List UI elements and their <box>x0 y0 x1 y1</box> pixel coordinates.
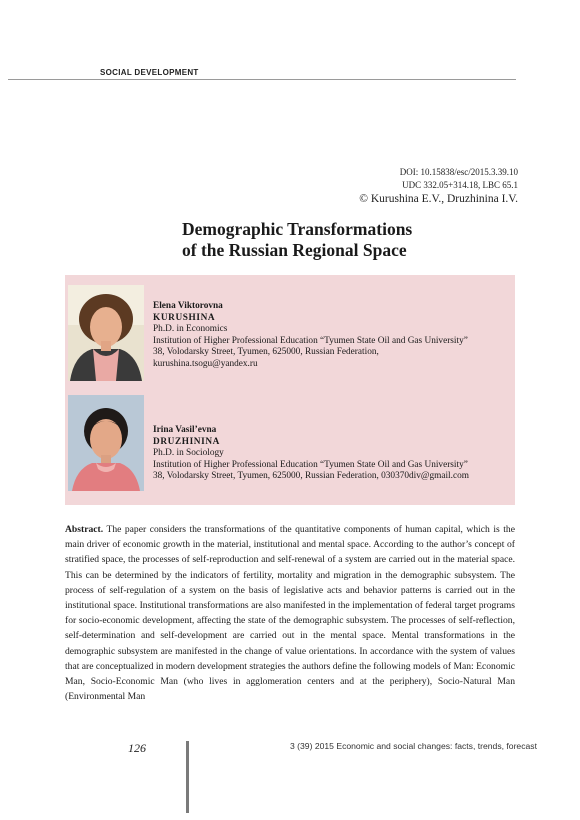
author-email: kurushina.tsogu@yandex.ru <box>153 358 258 369</box>
header-rule <box>8 79 516 80</box>
author-photo-kurushina <box>68 285 144 381</box>
author-surname: DRUZHININA <box>153 436 220 447</box>
author-institution: Institution of Higher Professional Education “Tyumen State Oil and Gas University” <box>153 335 468 346</box>
author-address: 38, Volodarsky Street, Tyumen, 625000, Russian Federation, 030370div@gmail.com <box>153 471 469 482</box>
author-druzhinina <box>153 425 509 483</box>
copyright: © Kurushina E.V., Druzhinina I.V. <box>359 193 518 205</box>
author-kurushina <box>153 301 509 371</box>
author-degree: Ph.D. in Economics <box>153 324 228 335</box>
author-address: 38, Volodarsky Street, Tyumen, 625000, Russian Federation, <box>153 347 379 358</box>
author-photo-druzhinina <box>68 395 144 491</box>
page-number: 126 <box>128 741 146 755</box>
section-label: SOCIAL DEVELOPMENT <box>100 68 199 77</box>
authors-box <box>65 275 515 505</box>
author-first-name: Irina Vasil’evna <box>153 425 217 435</box>
abstract <box>65 522 515 704</box>
author-surname: KURUSHINA <box>153 312 216 323</box>
abstract-label: Abstract. <box>65 524 104 535</box>
author-first-name: Elena Viktorovna <box>153 301 223 311</box>
article-title-line-2: of the Russian Regional Space <box>182 240 407 260</box>
article-title <box>182 219 512 261</box>
udc-code: UDC 332.05+314.18, LBC 65.1 <box>402 180 518 190</box>
article-title-line-1: Demographic Transformations <box>182 219 413 239</box>
abstract-text: The paper considers the transformations of the quantitative components of human capital, which is the main driver of economic growth in the material, institutional and mental space. According to the author’s concept of stratified space, the processes of self-reproduction and self-renewal of a system are carried out in the material space. This can be determined by the indicators of fertility, mortality and migration in the demographic subsystem. The process of self-regulation of a system on the basis of legislative acts and behavior patterns is carried out in the institutional space. Institutional transformations are also manifested in the implementation of federal target programs for socio-economic development, affecting the state of the demographic subsystem. The processes of self-reflection, self-determination and self-development are carried out in the mental space. Mental transformations in the demographic subsystem are manifested in the change of value orientations. In accordance with the system of values that are conceptualized in modern development strategies the authors define the following models of Man: Economic Man, Socio-Economic Man (who lives in agglomeration centers and at the periphery), Socio-Natural Man (Environmental Man <box>65 524 515 703</box>
journal-info: 3 (39) 2015 Economic and social changes: facts, trends, forecast <box>290 741 537 751</box>
author-institution: Institution of Higher Professional Education “Tyumen State Oil and Gas University” <box>153 459 468 470</box>
footer-rule <box>186 741 189 813</box>
author-degree: Ph.D. in Sociology <box>153 448 224 459</box>
doi: DOI: 10.15838/esc/2015.3.39.10 <box>399 167 518 177</box>
